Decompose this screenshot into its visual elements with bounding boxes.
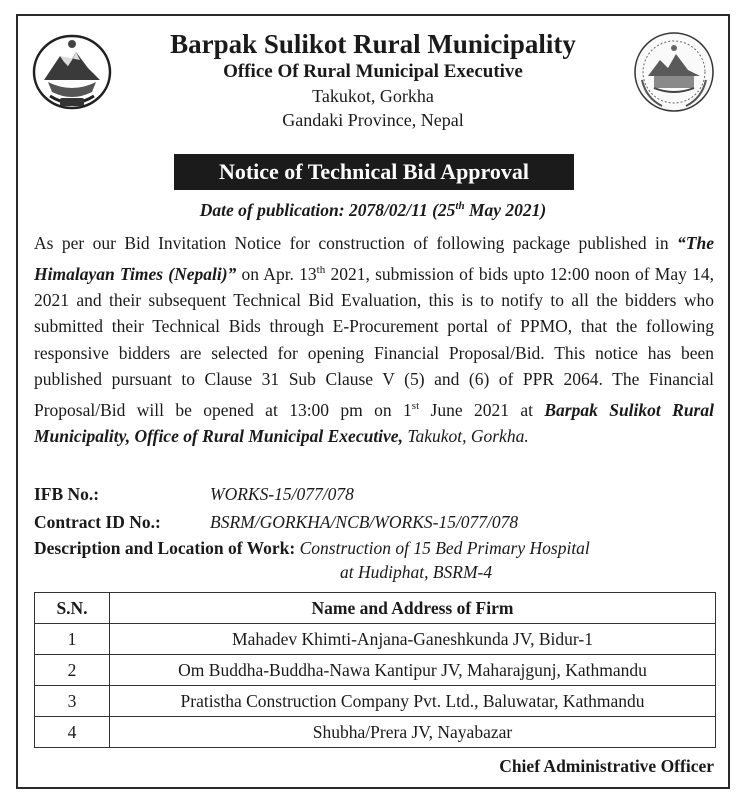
- ifb-label: IFB No.:: [34, 484, 100, 504]
- table-row: [35, 717, 716, 748]
- signatory-title: Chief Administrative Officer: [499, 756, 714, 776]
- table-row: [35, 624, 716, 655]
- sn-cell: 2: [35, 655, 110, 686]
- responsive-bidders-table: [34, 592, 716, 748]
- sn-cell: 3: [35, 686, 110, 717]
- contract-id-value: BSRM/GORKHA/NCB/WORKS-15/077/078: [210, 512, 519, 532]
- notice-title-banner: Notice of Technical Bid Approval: [174, 154, 574, 190]
- sn-header: S.N.: [35, 593, 110, 624]
- notice-frame: [16, 14, 730, 789]
- work-description-row: [34, 536, 714, 560]
- table-row: [35, 655, 716, 686]
- notice-body: As per our Bid Invitation Notice for construction of following package published in “The Himalayan Times (Nepali)” on Apr. 13th 2021, submission of bids upto 12:00 noon of May 14, 2021 and their subsequent Technical Bid Evaluation, this is to notify to all the bidders who submitted their Technical Bids through E-Procurement portal of PPMO, that the following responsive bidders are selected for opening Financial Proposal/Bid. This notice has been published pursuant to Clause 31 Sub Clause V (5) and (6) of PPR 2064. The Financial Proposal/Bid will be opened at 13:00 pm on 1st June 2021 at Barpak Sulikot Rural Municipality, Office of Rural Municipal Executive, Takukot, Gorkha.: [34, 233, 714, 447]
- municipality-seal-icon: [632, 30, 716, 114]
- newspaper-name: “The Himalayan Times (Nepali)”: [34, 233, 714, 284]
- ifb-value: WORKS-15/077/078: [210, 484, 354, 504]
- office-name: Office Of Rural Municipal Executive: [223, 61, 523, 82]
- ifb-number-row: [34, 482, 714, 506]
- address-line-1: Takukot, Gorkha: [312, 86, 434, 106]
- table-row: [35, 686, 716, 717]
- firm-cell: Mahadev Khimti-Anjana-Ganeshkunda JV, Bidur-1: [110, 624, 716, 655]
- contract-id-label: Contract ID No.:: [34, 512, 161, 532]
- notice-header: [118, 28, 628, 132]
- address-line-2: Gandaki Province, Nepal: [282, 110, 464, 130]
- firm-cell: Om Buddha-Buddha-Nawa Kantipur JV, Maharajgunj, Kathmandu: [110, 655, 716, 686]
- firm-cell: Pratistha Construction Company Pvt. Ltd., Baluwatar, Kathmandu: [110, 686, 716, 717]
- sn-cell: 1: [35, 624, 110, 655]
- contract-id-row: [34, 510, 714, 534]
- municipality-name: Barpak Sulikot Rural Municipality: [170, 29, 576, 59]
- description-location: at Hudiphat, BSRM-4: [340, 562, 493, 582]
- sn-cell: 4: [35, 717, 110, 748]
- firm-header: Name and Address of Firm: [110, 593, 716, 624]
- venue-name: Barpak Sulikot Rural Municipality, Office of Rural Municipal Executive,: [34, 399, 714, 447]
- nepal-emblem-icon: [30, 30, 114, 114]
- description-value: Construction of 15 Bed Primary Hospital: [299, 538, 590, 558]
- firm-cell: Shubha/Prera JV, Nayabazar: [110, 717, 716, 748]
- publication-date: Date of publication: 2078/02/11 (25th May 2021): [199, 200, 547, 220]
- table-header-row: [35, 593, 716, 624]
- description-label: Description and Location of Work:: [34, 538, 296, 558]
